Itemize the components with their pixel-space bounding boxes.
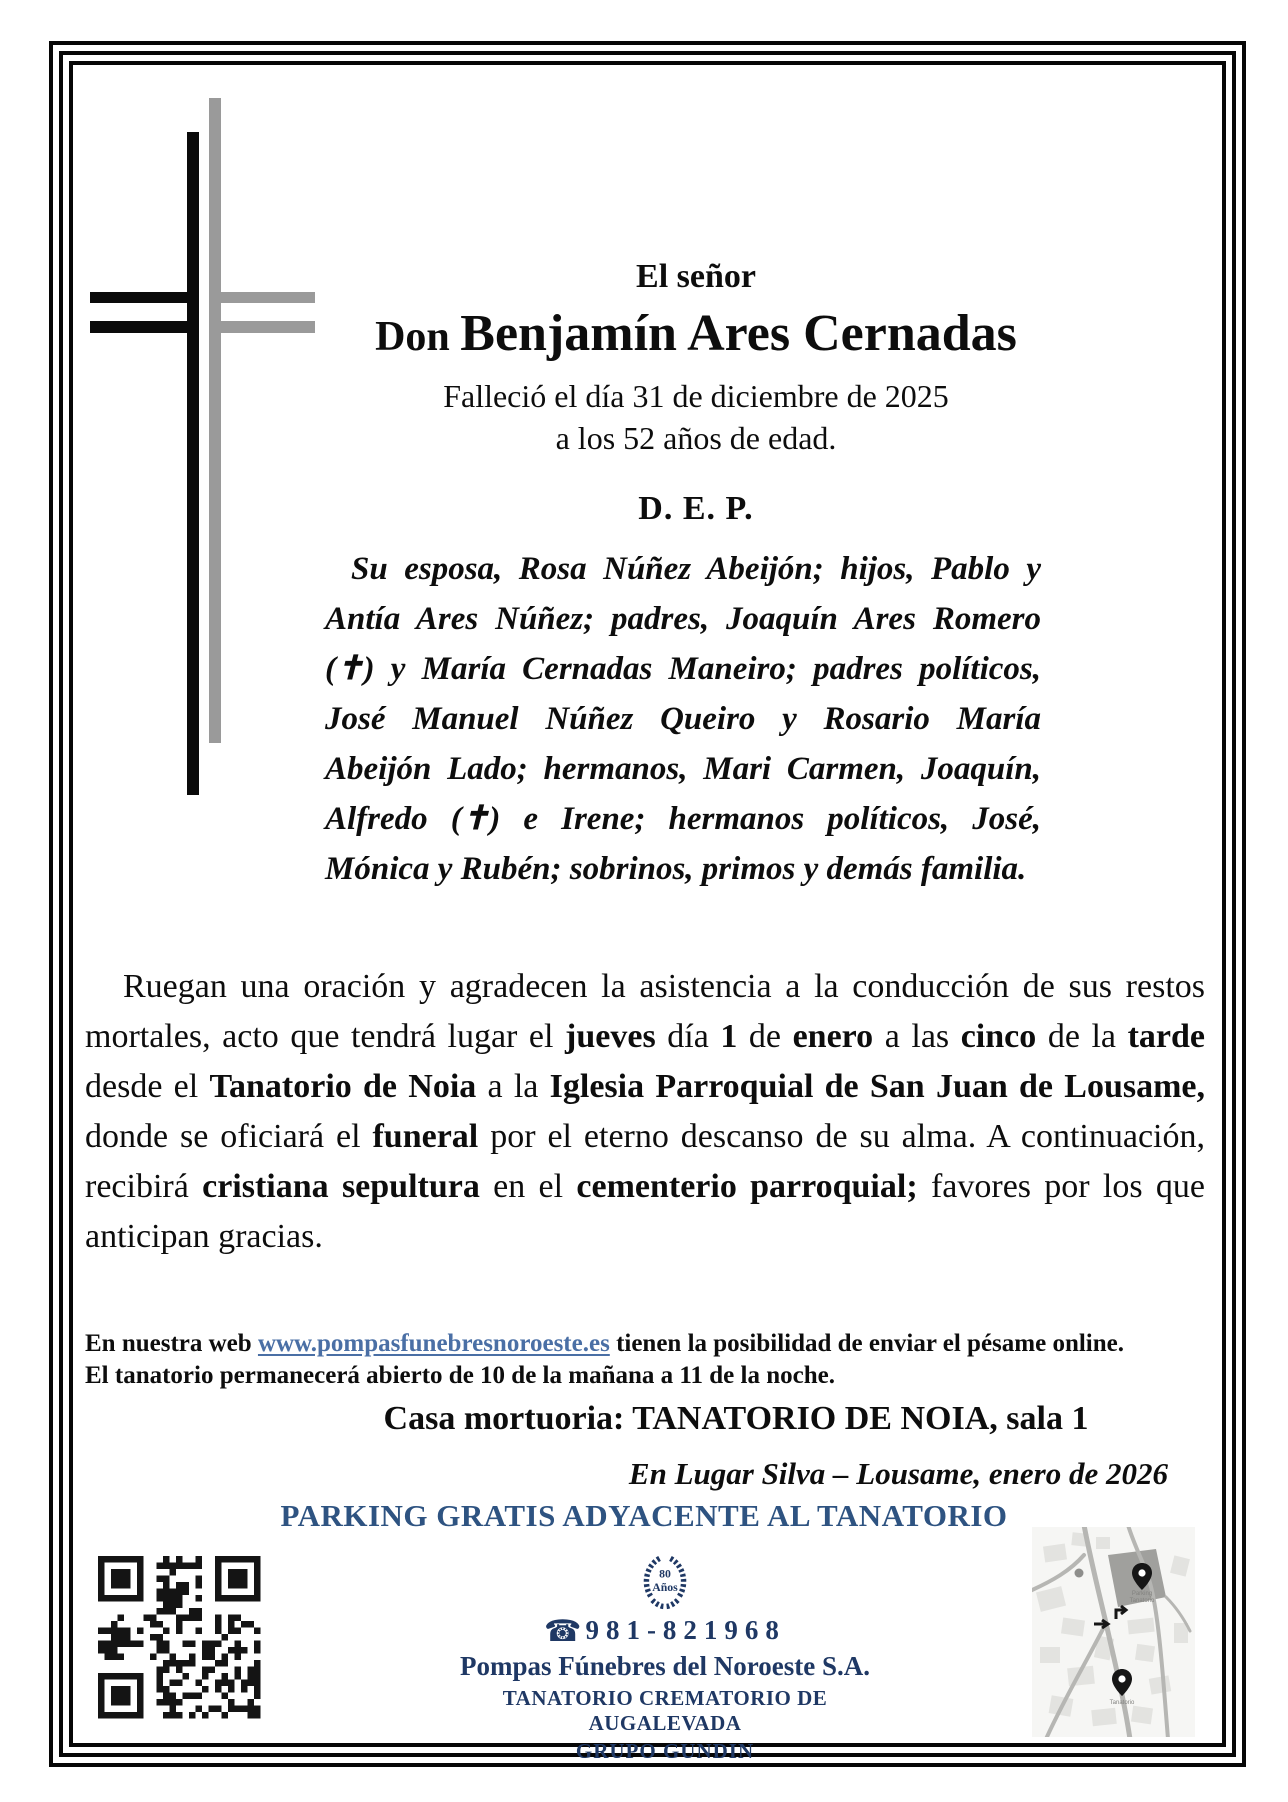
place-date-line: En Lugar Silva – Lousame, enero de 2026	[628, 1456, 1168, 1491]
funeral-home-block	[430, 1552, 900, 1764]
phone-line	[430, 1614, 900, 1649]
logo-years-label: Años	[652, 1581, 678, 1595]
phone-icon: ☎	[544, 1614, 582, 1649]
logo-years-number: 80	[659, 1567, 671, 1581]
death-age-line: a los 52 años de edad.	[555, 420, 837, 456]
group-name: GRUPO GUNDIN	[575, 1739, 755, 1763]
company-name: Pompas Fúnebres del Noroeste S.A.	[460, 1651, 870, 1681]
anniversary-wreath-logo	[636, 1552, 694, 1612]
parking-notice: PARKING GRATIS ADYACENTE AL TANATORIO	[280, 1498, 1008, 1533]
title-prefix: Don	[375, 314, 461, 360]
facility-name: TANATORIO CREMATORIO DE AUGALEVADA	[502, 1686, 828, 1735]
family-paragraph: Su esposa, Rosa Núñez Abeijón; hijos, Pablo y Antía Ares Núñez; padres, Joaquín Ares Romero (✝) y María Cernadas Maneiro; padres políticos, José Manuel Núñez Queiro y Rosario María Abeijón Lado; hermanos, Mari Carmen, Joaquín, Alfredo (✝) e Irene; hermanos políticos, José, Mónica y Rubén; sobrinos, primos y demás familia.	[325, 551, 1041, 887]
phone-number: 981-821968	[585, 1615, 786, 1645]
web-note-prefix: En nuestra web	[85, 1330, 258, 1357]
qr-code	[98, 1556, 261, 1719]
death-date-line: Falleció el día 31 de diciembre de 2025	[443, 378, 949, 414]
tanatorio-hours-line: El tanatorio permanecerá abierto de 10 de la mañana a 11 de la noche.	[85, 1362, 835, 1389]
deceased-name-line	[0, 304, 1288, 363]
website-link[interactable]: www.pompasfunebresnoroeste.es	[257, 1330, 610, 1357]
dep-abbreviation: D. E. P.	[638, 490, 754, 527]
map-label-parking: Parking	[1131, 1591, 1153, 1597]
honorific-line: El señor	[636, 258, 756, 295]
mortuary-line: Casa mortuoria: TANATORIO DE NOIA, sala 1	[383, 1400, 1089, 1437]
cross-black-vertical	[187, 132, 199, 795]
web-note-suffix: tienen la posibilidad de enviar el pésame online.	[609, 1330, 1124, 1357]
map-label-place: Tanatorio	[1109, 1700, 1135, 1706]
deceased-name: Benjamín Ares Cernadas	[460, 305, 1017, 362]
location-map	[1032, 1527, 1195, 1737]
map-label-parking2: Tanatorio	[1129, 1598, 1155, 1604]
announcement-paragraph: Ruegan una oración y agradecen la asistencia a la conducción de sus restos mortales, acto que tendrá lugar el jueves día 1 de enero a las cinco de la tarde desde el Tanatorio de Noia a la Iglesia Parroquial de San Juan de Lousame, donde se oficiará el funeral por el eterno descanso de su alma. A continuación, recibirá cristiana sepultura en el cementerio parroquial; favores por los que anticipan gracias.	[85, 968, 1206, 1255]
web-note	[85, 1328, 1207, 1392]
